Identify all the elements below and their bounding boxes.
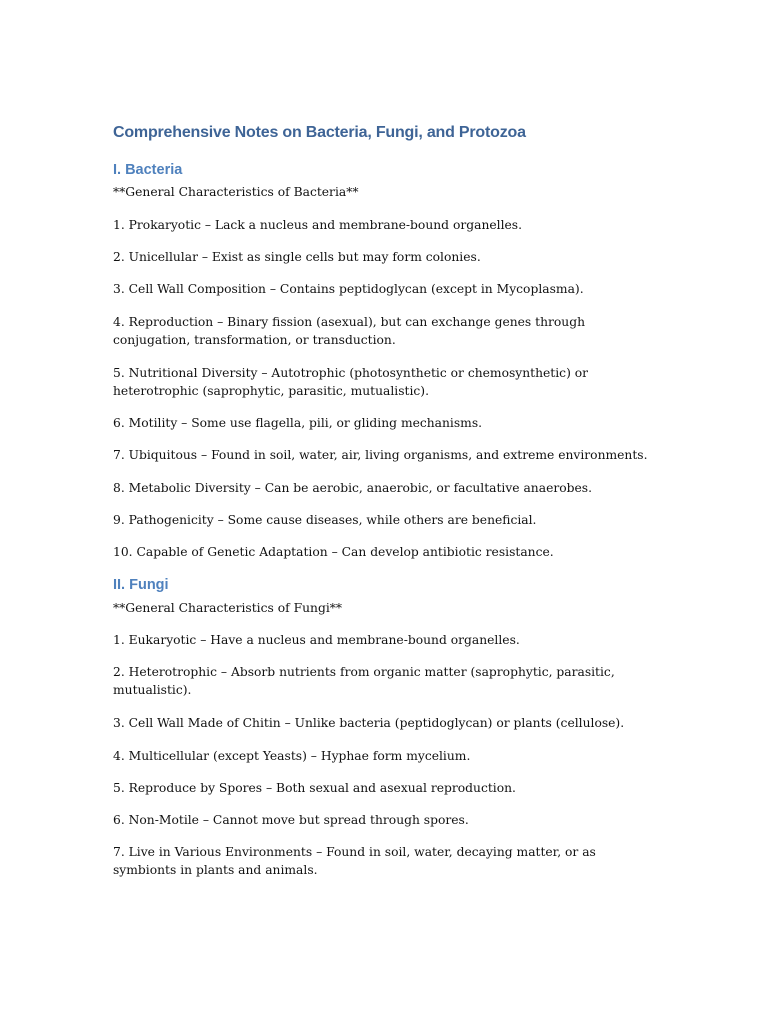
section-subheading-fungi: **General Characteristics of Fungi** bbox=[113, 601, 343, 615]
fungi-item: 5. Reproduce by Spores – Both sexual and asexual reproduction. bbox=[113, 781, 516, 795]
fungi-item: 1. Eukaryotic – Have a nucleus and membrane-bound organelles. bbox=[113, 633, 520, 647]
fungi-item: 2. Heterotrophic – Absorb nutrients from organic matter (saprophytic, parasitic, mutualistic). bbox=[113, 665, 615, 697]
bacteria-item: 8. Metabolic Diversity – Can be aerobic, anaerobic, or facultative anaerobes. bbox=[113, 481, 592, 495]
bacteria-item: 1. Prokaryotic – Lack a nucleus and membrane-bound organelles. bbox=[113, 218, 522, 232]
bacteria-item: 2. Unicellular – Exist as single cells but may form colonies. bbox=[113, 250, 481, 264]
section-heading-fungi: II. Fungi bbox=[113, 577, 169, 593]
bacteria-item: 9. Pathogenicity – Some cause diseases, while others are beneficial. bbox=[113, 513, 537, 527]
bacteria-item: 10. Capable of Genetic Adaptation – Can develop antibiotic resistance. bbox=[113, 545, 554, 559]
fungi-item: 4. Multicellular (except Yeasts) – Hyphae form mycelium. bbox=[113, 749, 471, 763]
fungi-item: 7. Live in Various Environments – Found in soil, water, decaying matter, or as symbionts in plants and animals. bbox=[113, 845, 596, 877]
section-heading-bacteria: I. Bacteria bbox=[113, 162, 183, 178]
bacteria-item: 7. Ubiquitous – Found in soil, water, air, living organisms, and extreme environments. bbox=[113, 448, 648, 462]
bacteria-item: 5. Nutritional Diversity – Autotrophic (photosynthetic or chemosynthetic) or heterotrophic (saprophytic, parasitic, mutualistic). bbox=[113, 366, 589, 398]
bacteria-item: 3. Cell Wall Composition – Contains peptidoglycan (except in Mycoplasma). bbox=[113, 282, 584, 296]
bacteria-item: 4. Reproduction – Binary fission (asexual), but can exchange genes through conjugation, transformation, or transduction. bbox=[113, 315, 586, 347]
bacteria-item: 6. Motility – Some use flagella, pili, or gliding mechanisms. bbox=[113, 416, 483, 430]
section-subheading-bacteria: **General Characteristics of Bacteria** bbox=[113, 185, 359, 199]
fungi-item: 3. Cell Wall Made of Chitin – Unlike bacteria (peptidoglycan) or plants (cellulose). bbox=[113, 716, 625, 730]
fungi-item: 6. Non-Motile – Cannot move but spread through spores. bbox=[113, 813, 469, 827]
document-title: Comprehensive Notes on Bacteria, Fungi, and Protozoa bbox=[113, 124, 526, 141]
